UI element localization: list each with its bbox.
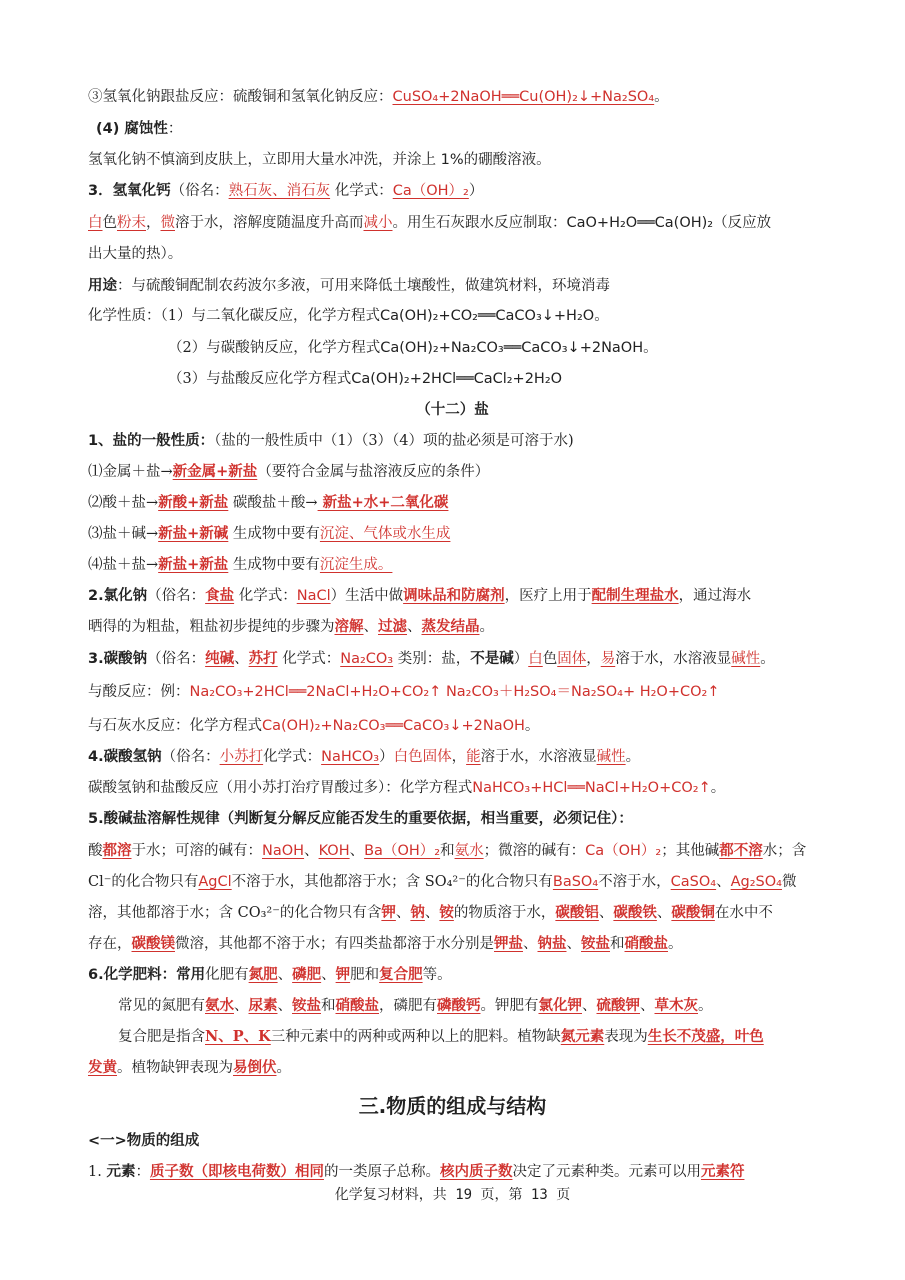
line-solubility-1: 酸都溶于水；可溶的碱有：NaOH、KOH、Ba（OH）₂和氨水；微溶的碱有：Ca（OH）₂；其他碱都不溶水；含 — [88, 842, 807, 859]
line-element-definition: 1. 元素：质子数（即核电荷数）相同的一类原子总称。核内质子数决定了元素种类。元素可以用元素符 — [88, 1163, 745, 1180]
line-salt-prop-3: ⑶盐＋碱→新盐+新碱 生成物中要有沉淀、气体或水生成 — [88, 525, 451, 542]
line-salt-prop-4: ⑷盐＋盐→新盐+新盐 生成物中要有沉淀生成。 — [88, 556, 393, 573]
line-nacl-cont: 晒得的为粗盐，粗盐初步提纯的步骤为溶解、过滤、蒸发结晶。 — [88, 618, 494, 635]
chapter-title: 三.物质的组成与结构 — [358, 1094, 547, 1118]
line-caoh2-properties: 白色粉末，微溶于水，溶解度随温度升高而减小。用生石灰跟水反应制取：CaO+H₂O══Ca(OH)₂（反应放 — [88, 215, 772, 231]
heading-corrosive: (4) 腐蚀性： — [96, 121, 183, 137]
line-chem-prop-2: （2）与碳酸钠反应，化学方程式Ca(OH)₂+Na₂CO₃══CaCO₃↓+2NaOH。 — [168, 340, 658, 356]
line-nahco3-hcl: 碳酸氢钠和盐酸反应（用小苏打治疗胃酸过多）：化学方程式NaHCO₃+HCl══NaCl+H₂O+CO₂↑。 — [88, 780, 726, 796]
line-corrosive-text: 氢氧化钠不慎滴到皮肤上，立即用大量水冲洗，并涂上 1%的硼酸溶液。 — [88, 152, 551, 168]
heading-calcium-hydroxide: 3．氢氧化钙（俗名：熟石灰、消石灰 化学式：Ca（OH）₂） — [88, 183, 484, 199]
line-solubility-4: 存在，碳酸镁微溶，其他都不溶于水；有四类盐都溶于水分别是钾盐、钠盐、铵盐和硝酸盐。 — [88, 935, 683, 952]
heading-sodium-chloride: 2.氯化钠（俗名：食盐 化学式：NaCl）生活中做调味品和防腐剂，医疗上用于配制生理盐水，通过海水 — [88, 587, 752, 604]
heading-sodium-carbonate: 3.碳酸钠（俗名：纯碱、苏打 化学式：Na₂CO₃ 类别：盐，不是碱）白色固体，易溶于水，水溶液显碱性。 — [88, 650, 775, 667]
line-naoh-salt-reaction: ③氢氧化钠跟盐反应：硫酸铜和氢氧化钠反应：CuSO₄+2NaOH══Cu(OH)₂↓+Na₂SO₄。 — [88, 89, 669, 105]
line-salt-prop-1: ⑴金属＋盐→新金属+新盐（要符合金属与盐溶液反应的条件） — [88, 463, 490, 480]
line-na2co3-acid: 与酸反应：例：Na₂CO₃+2HCl══2NaCl+H₂O+CO₂↑ Na₂CO₃＋H₂SO₄＝Na₂SO₄+ H₂O+CO₂↑ — [88, 684, 720, 700]
heading-sodium-bicarbonate: 4.碳酸氢钠（俗名：小苏打化学式：NaHCO₃）白色固体，能溶于水，水溶液显碱性。 — [88, 749, 641, 765]
line-chem-prop-3: （3）与盐酸反应化学方程式Ca(OH)₂+2HCl══CaCl₂+2H₂O — [168, 371, 563, 387]
page-footer: 化学复习材料，共 19 页，第 13 页 — [334, 1187, 571, 1203]
line-caoh2-uses: 用途：与硫酸铜配制农药波尔多液，可用来降低土壤酸性，做建筑材料，环境消毒 — [88, 278, 610, 294]
heading-fertilizers: 6.化学肥料：常用化肥有氮肥、磷肥、钾肥和复合肥等。 — [88, 966, 452, 983]
line-fertilizers-common: 常见的氮肥有氨水、尿素、铵盐和硝酸盐，磷肥有磷酸钙。钾肥有氯化钾、硫酸钾、草木灰。 — [118, 997, 713, 1014]
heading-salt-general: 1、盐的一般性质：（盐的一般性质中（1）（3）（4）项的盐必须是可溶于水) — [88, 433, 574, 449]
line-solubility-3: 溶，其他都溶于水；含 CO₃²⁻的化合物只有含钾、钠、铵的物质溶于水，碳酸铝、碳酸铁、碳酸铜在水中不 — [88, 904, 773, 921]
line-compound-fertilizer: 复合肥是指含N、P、K三种元素中的两种或两种以上的肥料。植物缺氮元素表现为生长不茂盛，叶色 — [118, 1028, 764, 1045]
line-solubility-2: Cl⁻的化合物只有AgCl不溶于水，其他都溶于水；含 SO₄²⁻的化合物只有BaSO₄不溶于水，CaSO₄、Ag₂SO₄微 — [88, 874, 797, 890]
line-salt-prop-2: ⑵酸＋盐→新酸+新盐 碳酸盐＋酸→ 新盐+水+二氧化碳 — [88, 494, 449, 511]
heading-solubility-rules: 5.酸碱盐溶解性规律（判断复分解反应能否发生的重要依据，相当重要，必须记住）： — [88, 811, 633, 827]
section-title-salt: （十二）盐 — [416, 401, 489, 418]
line-na2co3-limewater: 与石灰水反应：化学方程式Ca(OH)₂+Na₂CO₃══CaCO₃↓+2NaOH。 — [88, 718, 540, 734]
line-caoh2-properties-cont: 出大量的热）。 — [88, 246, 183, 262]
line-compound-fertilizer-cont: 发黄。植物缺钾表现为易倒伏。 — [88, 1059, 291, 1076]
heading-composition: <一>物质的组成 — [88, 1133, 200, 1149]
line-chem-prop-1: 化学性质：（1）与二氧化碳反应，化学方程式Ca(OH)₂+CO₂══CaCO₃↓+H₂O。 — [88, 308, 609, 324]
